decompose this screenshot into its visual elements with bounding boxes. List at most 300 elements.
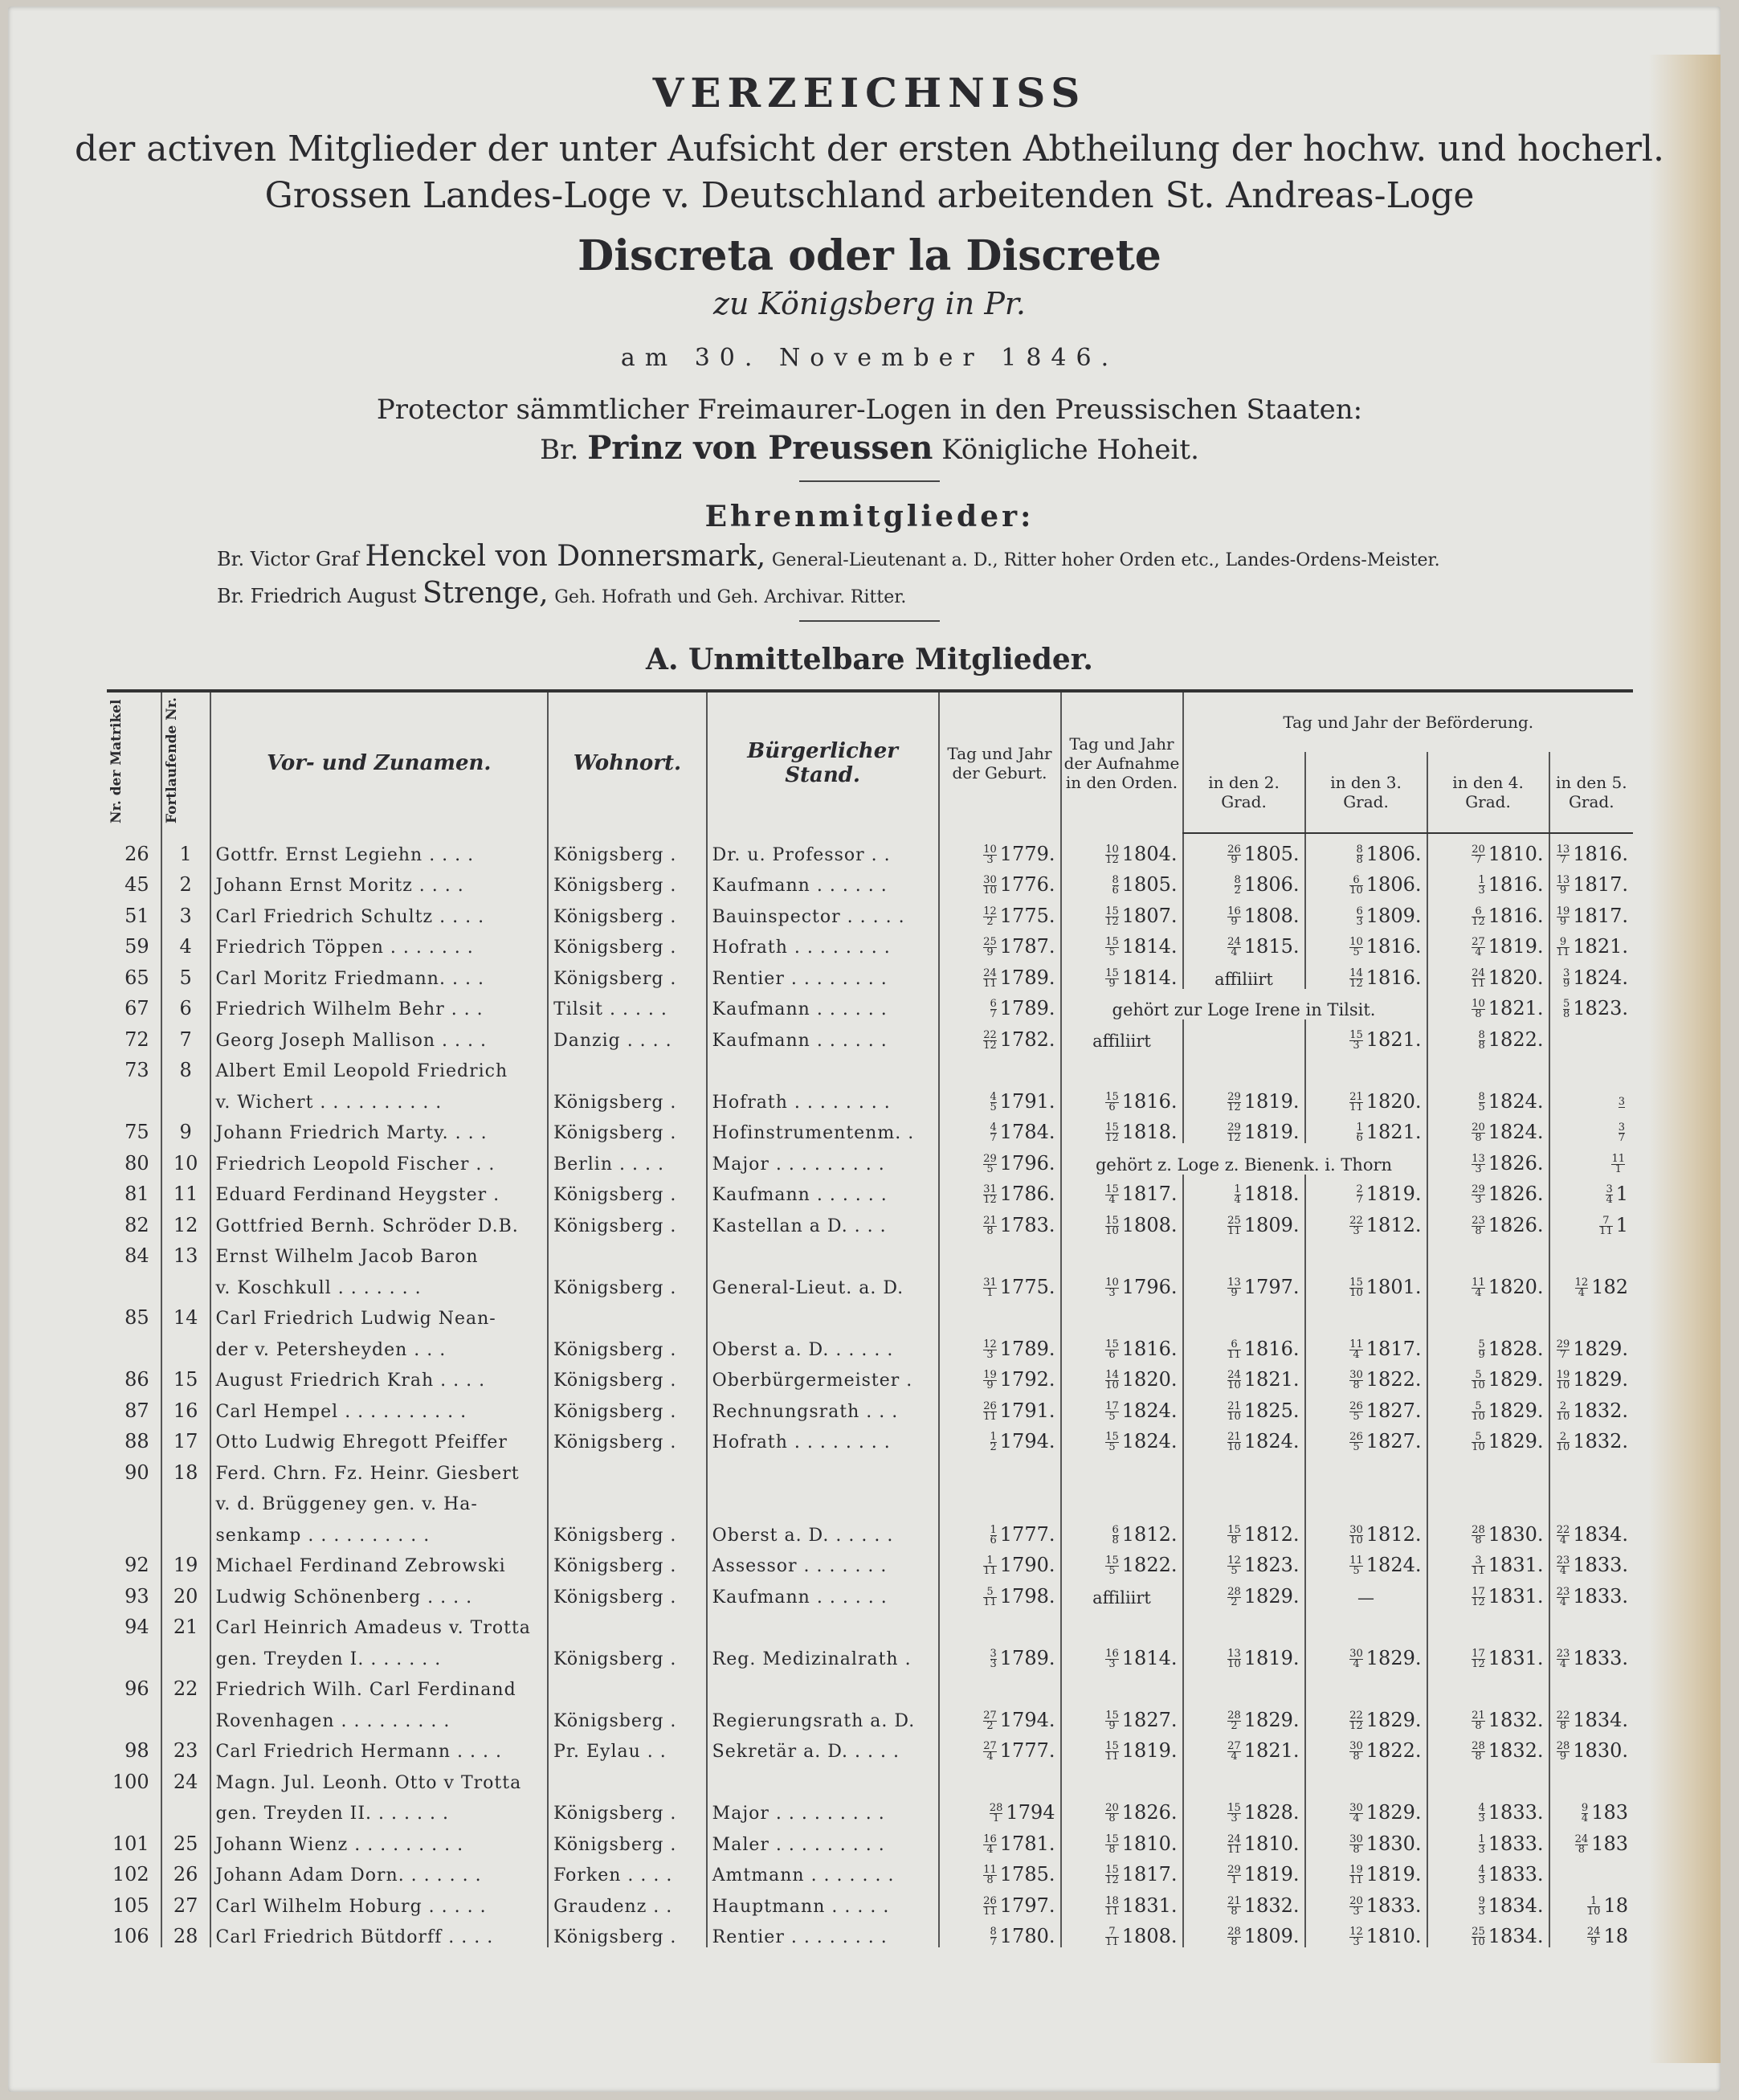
fraction (1478, 1028, 1485, 1051)
month: 8 (1112, 1534, 1119, 1546)
year: 1798. (999, 1584, 1055, 1608)
day: 30 (1349, 1523, 1363, 1536)
fraction (1105, 966, 1119, 989)
stand: Dr. u. Professor . . (707, 833, 939, 865)
stand: Bauinspector . . . . . (707, 896, 939, 927)
date-cell (1427, 1793, 1549, 1824)
date-cell (1061, 1608, 1183, 1639)
fortl-nr: 9 (161, 1113, 210, 1144)
month: 6 (1108, 1101, 1116, 1113)
date-cell (1549, 1917, 1634, 1948)
date-cell (1183, 1855, 1305, 1886)
fraction (1227, 1216, 1241, 1236)
fraction (1472, 1927, 1485, 1947)
year: 1791. (999, 1089, 1055, 1113)
year: 1805. (1121, 873, 1178, 896)
date-cell (1549, 1143, 1634, 1175)
year: 1816. (1121, 1337, 1178, 1360)
fortl-nr: 15 (161, 1360, 210, 1391)
date-cell (1305, 1484, 1427, 1515)
fraction (1227, 1649, 1241, 1669)
fraction (1105, 1742, 1119, 1762)
date-cell (1183, 1700, 1305, 1731)
date-cell (1427, 1019, 1549, 1051)
year: 1829. (1488, 1430, 1544, 1452)
day: 31 (983, 1276, 997, 1289)
month: 8 (1231, 1936, 1238, 1947)
fraction (983, 1587, 997, 1608)
date-cell (1061, 1855, 1183, 1886)
year: 1830. (1365, 1832, 1422, 1855)
day: 15 (1105, 1214, 1119, 1227)
table-row (107, 1886, 1633, 1917)
day: 1 (1356, 1121, 1363, 1134)
date-cell (1305, 1793, 1427, 1824)
fraction (990, 1804, 1003, 1824)
day: 7 (1599, 1216, 1613, 1227)
year: 1810. (1365, 1925, 1422, 1947)
date-cell (1305, 1081, 1427, 1113)
table-row (107, 1422, 1633, 1453)
day: 6 (1227, 1340, 1241, 1350)
col-grad-2: in den 2. Grad. (1183, 752, 1305, 833)
day: 4 (990, 1121, 997, 1134)
date-cell (1183, 1081, 1305, 1113)
month: 1 (1231, 1874, 1238, 1886)
member-name: Gottfried Bernh. Schröder D.B. (210, 1205, 549, 1236)
year: 1817. (1573, 904, 1628, 927)
fraction (1556, 1399, 1570, 1422)
date-cell (1427, 1175, 1549, 1206)
month: 4 (1559, 1565, 1567, 1576)
wohnort: Königsberg . (548, 1546, 707, 1577)
col-geburt: Tag und Jahr der Geburt. (939, 691, 1061, 833)
day: 27 (983, 1740, 997, 1752)
fraction (1105, 1371, 1119, 1391)
wohnort: Pr. Eylau . . (548, 1731, 707, 1763)
fraction (1105, 1399, 1119, 1422)
fraction (1105, 938, 1119, 958)
month: 3 (1478, 885, 1485, 896)
year: 1801. (1365, 1275, 1422, 1298)
date-cell (1061, 1762, 1183, 1793)
month: 11 (1105, 1936, 1119, 1947)
date-cell (939, 1452, 1061, 1484)
day: 24 (1227, 936, 1241, 948)
fraction (983, 1028, 997, 1051)
year: 1776. (999, 873, 1055, 896)
wohnort: Königsberg . (548, 1329, 707, 1360)
date-cell (1305, 1113, 1427, 1144)
date-cell (1183, 1514, 1305, 1546)
fraction (1349, 1711, 1363, 1731)
date-cell (939, 1019, 1061, 1051)
matrikel-nr: 85 (125, 1306, 149, 1329)
day: 2 (1356, 1183, 1363, 1195)
date-cell (1061, 1546, 1183, 1577)
year: 1789. (999, 1337, 1055, 1360)
day: 26 (1227, 843, 1241, 856)
day: 5 (1472, 1402, 1485, 1412)
month: 8 (986, 1224, 994, 1236)
day: 11 (1472, 1276, 1485, 1289)
fraction (1619, 1097, 1625, 1108)
day: 19 (983, 1369, 997, 1381)
fraction (1349, 1649, 1363, 1669)
date-cell (1305, 1886, 1427, 1917)
year: 1829. (1488, 1368, 1544, 1391)
fortl-nr: 12 (161, 1205, 210, 1236)
date-cell (1183, 1422, 1305, 1453)
table-row (107, 896, 1633, 927)
month: 5 (1353, 1441, 1360, 1452)
date-cell (1549, 1019, 1634, 1051)
wohnort: Königsberg . (548, 1267, 707, 1298)
day: 6 (1356, 905, 1363, 917)
matrikel-nr (107, 1267, 161, 1298)
date-cell (939, 1175, 1061, 1206)
member-name: v. Koschkull . . . . . . . (210, 1267, 549, 1298)
day: 29 (1556, 1338, 1570, 1350)
month: 3 (1478, 1874, 1485, 1886)
member-name: senkamp . . . . . . . . . . (210, 1514, 549, 1546)
fortl-nr (161, 1514, 210, 1546)
fraction (1472, 1185, 1485, 1205)
date-cell (1305, 1669, 1427, 1701)
year: 183 (1591, 1832, 1628, 1855)
table-row (107, 1855, 1633, 1886)
day: 23 (1472, 1214, 1485, 1227)
wohnort: Tilsit . . . . . (548, 989, 707, 1020)
year: 1779. (999, 842, 1055, 865)
day: 26 (1349, 1399, 1363, 1412)
fraction (1105, 1123, 1119, 1143)
day: 6 (990, 998, 997, 1010)
day: 15 (1349, 1028, 1363, 1041)
wohnort: Königsberg . (548, 1081, 707, 1113)
month: 7 (990, 1132, 997, 1143)
date-cell (939, 1329, 1061, 1360)
day: 4 (1478, 1864, 1485, 1876)
member-name: der v. Petersheyden . . . (210, 1329, 549, 1360)
date-cell (1549, 1484, 1634, 1515)
day: 11 (1349, 1338, 1363, 1350)
fraction (1479, 1804, 1485, 1824)
fraction (1227, 1832, 1241, 1855)
year: 1825. (1243, 1399, 1300, 1422)
fraction (1478, 1894, 1485, 1917)
fortl-nr (161, 1267, 210, 1298)
doc-date: am 30. November 1846. (620, 344, 1119, 372)
date-cell (1549, 1638, 1634, 1669)
year: 183 (1591, 1801, 1628, 1824)
member-name: Ferd. Chrn. Fz. Heinr. Giesbert (210, 1452, 549, 1484)
table-row (107, 833, 1633, 865)
fraction (983, 1278, 997, 1298)
month: 8 (1353, 1843, 1360, 1855)
table-row (107, 1484, 1633, 1515)
month: 5 (1108, 946, 1116, 958)
matrikel-nr: 67 (125, 997, 149, 1019)
date-cell (1305, 1638, 1427, 1669)
day: 6 (1112, 1523, 1119, 1536)
month: 10 (1105, 1379, 1119, 1391)
honorary-member (217, 540, 1440, 573)
date-cell (1305, 1175, 1427, 1206)
date-cell (1427, 1236, 1549, 1268)
day: 31 (983, 1183, 997, 1195)
month: 11 (1227, 1348, 1241, 1360)
year: 1819. (1488, 935, 1544, 958)
fraction (1349, 1894, 1363, 1917)
date-cell (939, 1700, 1061, 1731)
date-cell (1549, 1824, 1634, 1855)
month: 9 (1559, 1751, 1567, 1762)
month: 8 (1475, 1719, 1482, 1731)
month: 8 (1231, 1534, 1238, 1546)
fortl-nr: 27 (161, 1886, 210, 1917)
member-name: Johann Adam Dorn. . . . . . . (210, 1855, 549, 1886)
month: 3 (1353, 1039, 1360, 1051)
year: 1785. (999, 1863, 1055, 1886)
date-cell (1549, 1669, 1634, 1701)
fraction (1557, 1371, 1570, 1391)
date-cell (1427, 1452, 1549, 1484)
day: 30 (1349, 1802, 1363, 1814)
month: 7 (1618, 1132, 1625, 1143)
month: 8 (1475, 1224, 1482, 1236)
fraction (1105, 1832, 1119, 1855)
fortl-nr: 5 (161, 958, 210, 989)
fraction (1227, 1865, 1241, 1886)
date-cell (1427, 1391, 1549, 1422)
date-cell (1549, 1175, 1634, 1206)
date-cell (1305, 865, 1427, 897)
month: 3 (986, 1348, 994, 1360)
month: 3 (990, 1657, 997, 1669)
month: 6 (990, 1534, 997, 1546)
month: 12 (1105, 1132, 1119, 1143)
year: 1817. (1121, 1183, 1178, 1205)
fraction (1611, 1154, 1625, 1175)
month: 12 (1105, 1874, 1119, 1886)
year: 1831. (1488, 1584, 1544, 1608)
matrikel-nr: 94 (125, 1616, 149, 1638)
fraction (1349, 1216, 1363, 1236)
table-row (107, 865, 1633, 897)
fraction (990, 1123, 997, 1143)
date-cell (1427, 1514, 1549, 1546)
date-cell (1427, 1484, 1549, 1515)
month: 9 (1108, 977, 1116, 989)
date-cell (939, 1081, 1061, 1113)
date-cell (1305, 1051, 1427, 1082)
member-name: Albert Emil Leopold Friedrich (210, 1051, 549, 1082)
year: 1820. (1488, 966, 1544, 989)
day: 15 (1105, 966, 1119, 979)
day: 12 (983, 905, 997, 917)
matrikel-nr: 59 (125, 935, 149, 958)
subtitle-line-1: der activen Mitglieder der unter Aufsicht der ersten Abtheilung der hochw. und hocherl. (75, 129, 1664, 170)
year: 1832. (1243, 1894, 1300, 1917)
matrikel-nr: 93 (125, 1584, 149, 1608)
year: 1797. (999, 1894, 1055, 1917)
date-cell (1061, 1236, 1183, 1268)
stand: Rentier . . . . . . . . (707, 958, 939, 989)
date-cell (939, 1236, 1061, 1268)
fraction (1478, 1832, 1485, 1855)
year: 1826. (1488, 1183, 1544, 1205)
col-befoerderung: Tag und Jahr der Beförderung. (1183, 691, 1634, 752)
wohnort: Königsberg . (548, 896, 707, 927)
fraction (1105, 1216, 1119, 1236)
col-grad-5: in den 5. Grad. (1549, 752, 1634, 833)
date-cell (1061, 1638, 1183, 1669)
fraction (1105, 1649, 1119, 1669)
month: 4 (1581, 1812, 1589, 1824)
stand (707, 1452, 939, 1484)
year: 1787. (999, 935, 1055, 958)
member-name: Rovenhagen . . . . . . . . . (210, 1700, 549, 1731)
month: 3 (1475, 1194, 1482, 1205)
honorary-name: Strenge, (422, 577, 549, 610)
date-cell (1183, 1236, 1305, 1268)
date-cell (1061, 1917, 1183, 1948)
note: gehört z. Loge z. Bienenk. i. Thorn (1061, 1143, 1427, 1175)
date-cell (1427, 833, 1549, 865)
member-name: gen. Treyden II. . . . . . . (210, 1793, 549, 1824)
month: 3 (1231, 1812, 1238, 1824)
fortl-nr: 24 (161, 1762, 210, 1793)
day: 5 (983, 1587, 997, 1598)
day: 5 (1478, 1338, 1485, 1350)
day: 12 (983, 1338, 997, 1350)
month: 8 (1475, 1751, 1482, 1762)
fraction (1557, 1649, 1570, 1669)
matrikel-nr: 45 (125, 873, 149, 896)
year: 1827. (1365, 1430, 1422, 1452)
date-cell (939, 896, 1061, 927)
day: 24 (983, 966, 997, 979)
fraction (990, 1649, 997, 1669)
day: 8 (990, 1926, 997, 1938)
day: 1 (990, 1523, 997, 1536)
date-cell (939, 958, 1061, 989)
fortl-nr: 28 (161, 1917, 210, 1948)
day: 11 (983, 1864, 997, 1876)
date-cell (939, 1143, 1061, 1175)
date-cell (1061, 927, 1183, 958)
col-matrikel: Nr. der Matrikel (107, 691, 161, 833)
date-cell (1427, 1051, 1549, 1082)
fraction (990, 1432, 997, 1452)
day: 13 (1556, 843, 1570, 856)
date-cell (1427, 1700, 1549, 1731)
fraction (983, 938, 997, 958)
fraction (1472, 1587, 1485, 1608)
fortl-nr: 2 (161, 865, 210, 897)
divider (799, 480, 940, 482)
fraction (1478, 1090, 1485, 1113)
date-cell (939, 927, 1061, 958)
wohnort: Königsberg . (548, 1576, 707, 1608)
date-cell (1183, 1452, 1305, 1484)
stand (707, 1484, 939, 1515)
table-row (107, 1329, 1633, 1360)
fraction (1557, 1587, 1570, 1608)
fraction (1227, 1090, 1241, 1113)
wohnort: Königsberg . (548, 927, 707, 958)
date-cell (1061, 1669, 1183, 1701)
month: 4 (986, 1843, 994, 1855)
month: 10 (1472, 1379, 1485, 1391)
month: 7 (1475, 853, 1482, 865)
day: 17 (1472, 1647, 1485, 1660)
table-row (107, 1113, 1633, 1144)
date-cell: affiliirt (1183, 958, 1305, 989)
date-cell (939, 1113, 1061, 1144)
fraction (1563, 999, 1570, 1019)
month: 3 (1108, 1286, 1116, 1298)
day: 28 (1227, 1585, 1241, 1598)
date-cell: affiliirt (1061, 1576, 1183, 1608)
member-name: v. d. Brüggeney gen. v. Ha- (210, 1484, 549, 1515)
member-name: Ernst Wilhelm Jacob Baron (210, 1236, 549, 1268)
stand: Rechnungsrath . . . (707, 1391, 939, 1422)
year: 1824. (1365, 1554, 1422, 1576)
year: 1829. (1488, 1399, 1544, 1422)
day: 14 (1105, 1369, 1119, 1381)
month: 11 (983, 977, 997, 989)
fortl-nr (161, 1329, 210, 1360)
year: 1824. (1488, 1089, 1544, 1113)
date-cell (939, 1391, 1061, 1422)
month: 10 (1556, 1441, 1570, 1452)
date-cell (1305, 1608, 1427, 1639)
fraction (1349, 1371, 1363, 1391)
date-cell (939, 1731, 1061, 1763)
day: 5 (1472, 1432, 1485, 1443)
month: 4 (1353, 1657, 1360, 1669)
day: 27 (1227, 1740, 1241, 1752)
matrikel-nr: 51 (125, 904, 149, 927)
month: 4 (1578, 1286, 1586, 1298)
month: 5 (1353, 1565, 1360, 1576)
month: 6 (1112, 885, 1119, 896)
fortl-nr: 19 (161, 1546, 210, 1577)
honorary-prefix: Br. Friedrich August (217, 585, 417, 607)
date-cell (1183, 1608, 1305, 1639)
fraction (983, 1185, 997, 1205)
day: 3 (1563, 966, 1570, 979)
fraction (1349, 938, 1363, 958)
day: 15 (1105, 1709, 1119, 1722)
day: 15 (1105, 905, 1119, 917)
fraction (1112, 1523, 1119, 1546)
fraction (1472, 1216, 1485, 1236)
member-name: Carl Wilhelm Hoburg . . . . . (210, 1886, 549, 1917)
month: 11 (983, 1595, 997, 1608)
matrikel-nr (107, 1484, 161, 1515)
day: 23 (1556, 1647, 1570, 1660)
fraction (1479, 1865, 1485, 1886)
date-cell (1549, 896, 1634, 927)
date-cell (939, 1484, 1061, 1515)
matrikel-nr (107, 1638, 161, 1669)
day: 10 (983, 843, 997, 856)
day: 24 (1472, 966, 1485, 979)
fraction (1227, 938, 1241, 958)
